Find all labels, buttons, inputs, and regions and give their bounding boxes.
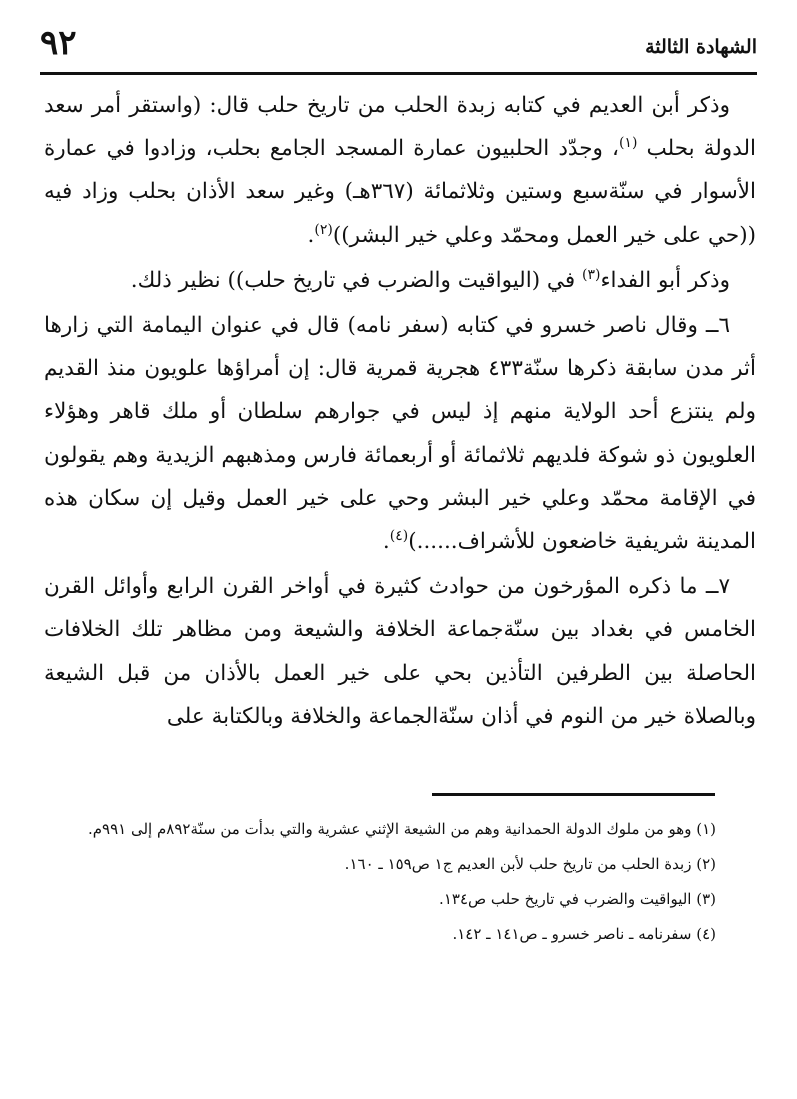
page-header (40, 18, 757, 68)
body-text (44, 84, 756, 738)
footnote-ref-3[interactable]: (٣) (581, 266, 601, 283)
page-number: ٩٢ (40, 23, 77, 63)
paragraph-4: ٧ــ ما ذكره المؤرخون من حوادث كثيرة في أواخر القرن الرابع وأوائل القرن الخامس في بغداد بين سنّةجماعة الخلافة والشيعة ومن مظاهر تلك الخلافات الحاصلة بين الطرفين التأذين بحي على خير العمل بالأذان من قبل الشيعة وبالصلاة خير من النوم في أذان سنّةالجماعة والخلافة وبالكتابة على (44, 574, 756, 729)
paragraph-2 (44, 259, 756, 302)
footnote-3: (٣) اليواقيت والضرب في تاريخ حلب ص١٣٤. (439, 890, 716, 908)
paragraph-2-text-b: في (اليواقيت والضرب في تاريخ حلب)) نظير ذلك. (130, 267, 582, 293)
paragraph-3-text-b: . (382, 529, 390, 555)
header-rule (40, 72, 757, 75)
footnote-ref-2[interactable]: (٢) (314, 221, 333, 238)
paragraph-1-text-c: . (307, 222, 315, 248)
footnote-2: (٢) زبدة الحلب من تاريخ حلب لأبن العديم ج١ ص١٥٩ ـ ١٦٠. (344, 855, 716, 873)
footnote-rule (432, 793, 715, 796)
paragraph-3-text-a: ٦ــ وقال ناصر خسرو في كتابه (سفر نامه) قال في عنوان اليمامة التي زارها أثر مدن سابقة ذكرها سنّة٤٣٣ هجرية قمرية قال: إن أمراؤها علويون منذ القديم ولم ينتزع أحد الولاية منهم إذ ليس في جوارهم سلطان أو ملك قاهر وهؤلاء العلويون ذو شوكة فلديهم ثلاثمائة أو أربعمائة فارس ومذهبهم الزيدية وهم يقولون في الإقامة محمّد وعلي خير البشر وحي على خير العمل وقيل إن سكان هذه المدينة شريفية خاضعون للأشراف......) (44, 313, 756, 555)
paragraph-1 (44, 84, 756, 257)
footnotes (56, 812, 716, 952)
paragraph-1-text-a: وذكر أبن العديم في كتابه زبدة الحلب من تاريخ حلب قال: (واستقر أمر سعد الدولة بحلب (44, 93, 756, 162)
footnote-4: (٤) سفرنامه ـ ناصر خسرو ـ ص١٤١ ـ ١٤٢. (452, 925, 716, 943)
paragraph-3 (44, 304, 756, 563)
paragraph-2-text-a: وذكر أبو الفداء (600, 267, 730, 293)
footnote-ref-1[interactable]: (١) (618, 135, 638, 152)
footnote-ref-4[interactable]: (٤) (389, 527, 409, 544)
paragraph-1-text-b: ، وجدّد الحلبيون عمارة المسجد الجامع بحلب، وزادوا في عمارة الأسوار في سنّةسبع وستين وثلاثمائة (٣٦٧هـ) وغير سعد الأذان بحلب وزاد فيه ((حي على خير العمل ومحمّد وعلي خير البشر)) (44, 136, 756, 248)
running-title: الشهادة الثالثة (645, 36, 757, 58)
footnote-1: (١) وهو من ملوك الدولة الحمدانية وهم من الشيعة الإثني عشرية والتي بدأت من سنّة٨٩٢م إلى ٩٩١م. (87, 820, 716, 838)
